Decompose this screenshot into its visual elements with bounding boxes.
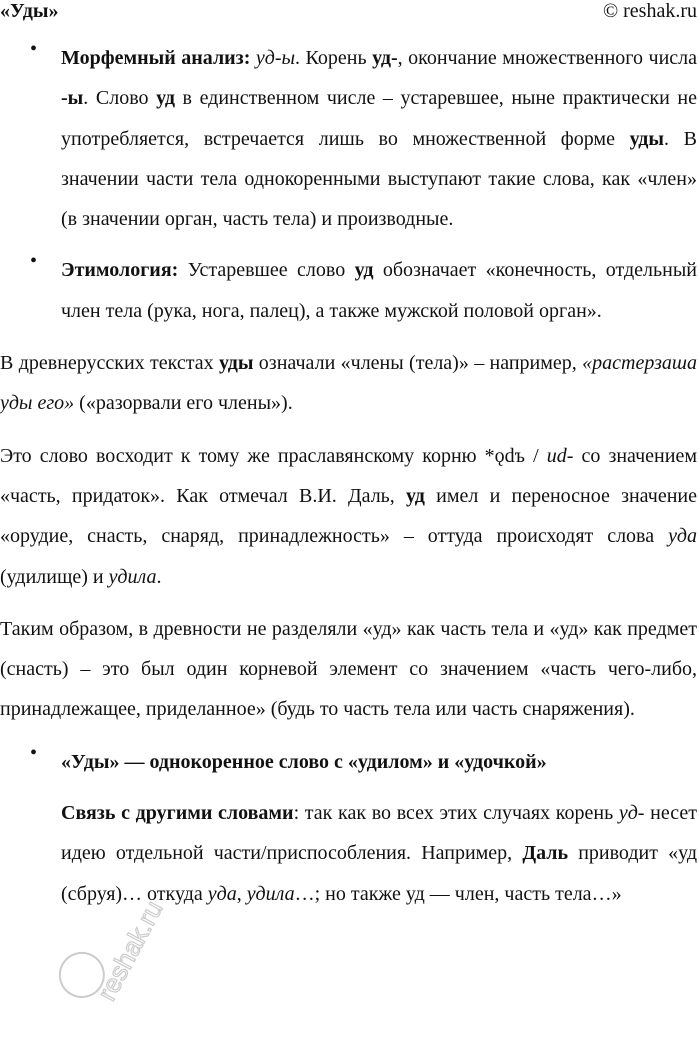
text-span: В древнерусских текстах: [0, 352, 219, 375]
quote-text: «растерзаша уды его»: [0, 352, 697, 415]
morpheme-label: Морфемный анализ:: [61, 47, 251, 69]
page-title: «Уды»: [0, 0, 59, 22]
term-ud-root: уд-: [618, 802, 645, 825]
term-udy: уды: [218, 352, 254, 375]
term-ud: уд: [156, 87, 175, 110]
term-udila: удила: [108, 565, 157, 588]
text-span: : так как во всех этих случаях корень: [293, 802, 619, 825]
text-span: , окончание множественного числа: [397, 47, 698, 69]
text-span: .: [156, 565, 162, 588]
term-ud: уд: [406, 484, 425, 507]
bullet-icon: •: [30, 38, 38, 60]
text-span: Это слово восходит к тому же праславянскому корню *ǫdъ /: [0, 444, 547, 467]
text-span: несет идею отдельной части/приспособления. Например,: [61, 802, 697, 865]
paragraph-old-russian: [0, 343, 697, 424]
term-udila: удила: [246, 882, 295, 905]
text-span: имел и переносное значение «орудие, снасть, снаряд, принадлежность» – оттуда происходят слова: [0, 484, 697, 548]
text-span: («разорвали его члены»).: [74, 392, 293, 415]
text-span: . В значении части тела однокоренными выступают такие слова, как «член» (в значении орган, часть тела) и производные.: [61, 127, 697, 231]
text-span: со значением «часть, придаток». Как отмечал В.И. Даль,: [0, 444, 697, 507]
list-item-etymology: [0, 250, 697, 331]
term-ud-latin: ud-: [546, 444, 574, 467]
connections-label: Связь с другими словами: [61, 802, 294, 825]
text-span: …; но также уд — член, часть тела…»: [294, 882, 622, 905]
text-span: . Корень: [295, 47, 373, 69]
etymology-paragraph: [61, 250, 697, 331]
watermark-text: reshak.ru: [91, 895, 169, 1006]
document-body: [0, 38, 697, 914]
list-item-morpheme: [0, 38, 697, 239]
bullet-icon: •: [30, 250, 38, 273]
text-span: означали «члены (тела)» – например,: [253, 352, 583, 375]
text-span: приводит «уд (сбруя)… откуда: [61, 842, 698, 905]
page-header: [0, 0, 699, 26]
root-term: уд-: [372, 47, 398, 69]
term-uda: уда: [207, 882, 237, 905]
ending-term: -ы: [61, 87, 84, 110]
etymology-label: Этимология:: [61, 259, 179, 282]
list-item-connections: [0, 793, 697, 914]
term-uda: уда: [668, 525, 697, 548]
text-span: Устаревшее слово: [178, 259, 355, 282]
text-span: обозначает «конечность, отдельный член тела (рука, нога, палец), а также мужской половой орган».: [61, 259, 698, 322]
word-split: уд-ы: [255, 47, 296, 69]
site-copyright: © reshak.ru: [602, 0, 697, 22]
text-span: (удилище) и: [0, 565, 109, 588]
bullet-icon: •: [30, 741, 38, 764]
paragraph-protoslavic: [0, 436, 697, 597]
related-heading: [61, 742, 697, 782]
term-dal: Даль: [522, 842, 569, 865]
related-heading-text: «Уды» — однокоренное слово с «удилом» и «удочкой»: [61, 750, 547, 773]
list-item-related: [0, 742, 697, 782]
text-span: в единственном числе – устаревшее, ныне практически не употребляется, встречается лишь во множественной форме: [61, 87, 697, 150]
paragraph-conclusion: Таким образом, в древности не разделяли «уд» как часть тела и «уд» как предмет (снасть) – это был один корневой элемент со значением «часть чего-либо, принадлежащее, приделанное» (будь то часть тела или часть снаряжения).: [0, 617, 697, 721]
text-span: . Слово: [83, 87, 157, 110]
term-udy: уды: [629, 127, 665, 150]
term-ud: уд: [354, 259, 374, 282]
morpheme-paragraph: [61, 38, 697, 239]
text-span: ,: [236, 882, 247, 905]
connections-paragraph: [61, 793, 697, 914]
